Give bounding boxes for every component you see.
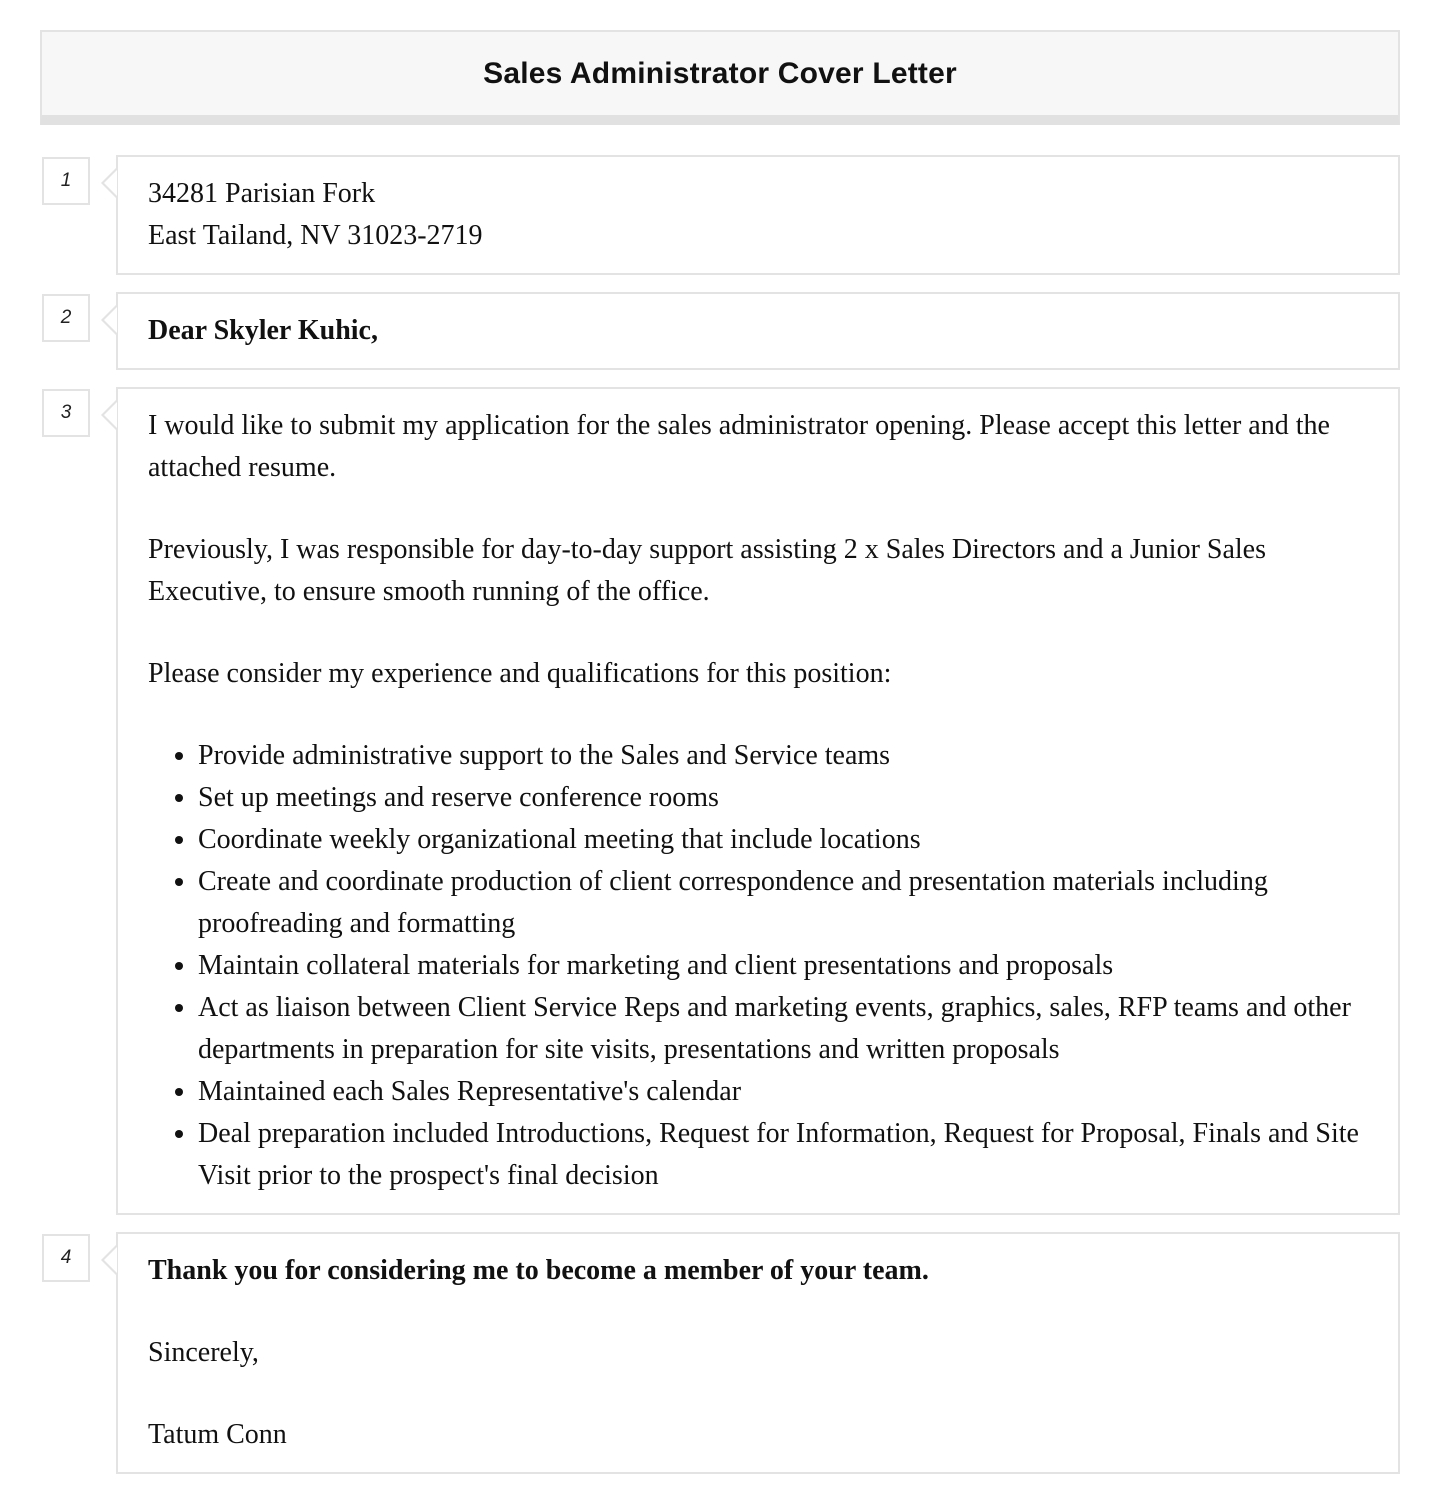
list-item: • Maintained each Sales Representative's calendar (198, 1071, 1368, 1113)
body-paragraph-2: Previously, I was responsible for day-to-day support assisting 2 x Sales Directors and a Junior Sales Executive, to ensure smooth running of the office. (148, 534, 1266, 607)
list-item: • Deal preparation included Introductions, Request for Information, Request for Proposal, Finals and Site Visit prior to the prospect's final decision (198, 1113, 1368, 1197)
address-panel (116, 155, 1400, 275)
signature-name: Tatum Conn (148, 1419, 287, 1450)
address-line-1: 34281 Parisian Fork (148, 178, 376, 209)
thank-you-line: Thank you for considering me to become a member of your team. (148, 1255, 929, 1286)
address-line-2: East Tailand, NV 31023-2719 (148, 220, 483, 251)
list-item: • Provide administrative support to the Sales and Service teams (198, 735, 1368, 777)
section-number: 3 (42, 389, 90, 437)
section-body (40, 387, 1400, 1215)
list-item: • Coordinate weekly organizational meeting that include locations (198, 819, 1368, 861)
closing-panel (116, 1232, 1400, 1474)
section-number: 1 (42, 157, 90, 205)
list-item: • Act as liaison between Client Service Reps and marketing events, graphics, sales, RFP teams and other departments in preparation for site visits, presentations and written proposals (198, 987, 1368, 1071)
cover-letter-page (40, 30, 1400, 1474)
list-item: • Set up meetings and reserve conference rooms (198, 777, 1368, 819)
greeting: Dear Skyler Kuhic, (148, 315, 378, 346)
page-title: Sales Administrator Cover Letter (483, 56, 957, 90)
body-paragraph-3: Please consider my experience and qualifications for this position: (148, 658, 892, 689)
section-address (40, 155, 1400, 275)
section-closing (40, 1232, 1400, 1474)
body-panel (116, 387, 1400, 1215)
title-bar (40, 30, 1400, 125)
list-item: • Maintain collateral materials for marketing and client presentations and proposals (198, 945, 1368, 987)
body-paragraph-1: I would like to submit my application for the sales administrator opening. Please accept this letter and the attached resume. (148, 410, 1330, 483)
section-number: 4 (42, 1234, 90, 1282)
greeting-panel (116, 292, 1400, 370)
qualifications-list (148, 735, 1368, 1197)
list-item: • Create and coordinate production of client correspondence and presentation materials including proofreading and formatting (198, 861, 1368, 945)
section-number: 2 (42, 294, 90, 342)
section-greeting (40, 292, 1400, 370)
signoff: Sincerely, (148, 1337, 259, 1368)
